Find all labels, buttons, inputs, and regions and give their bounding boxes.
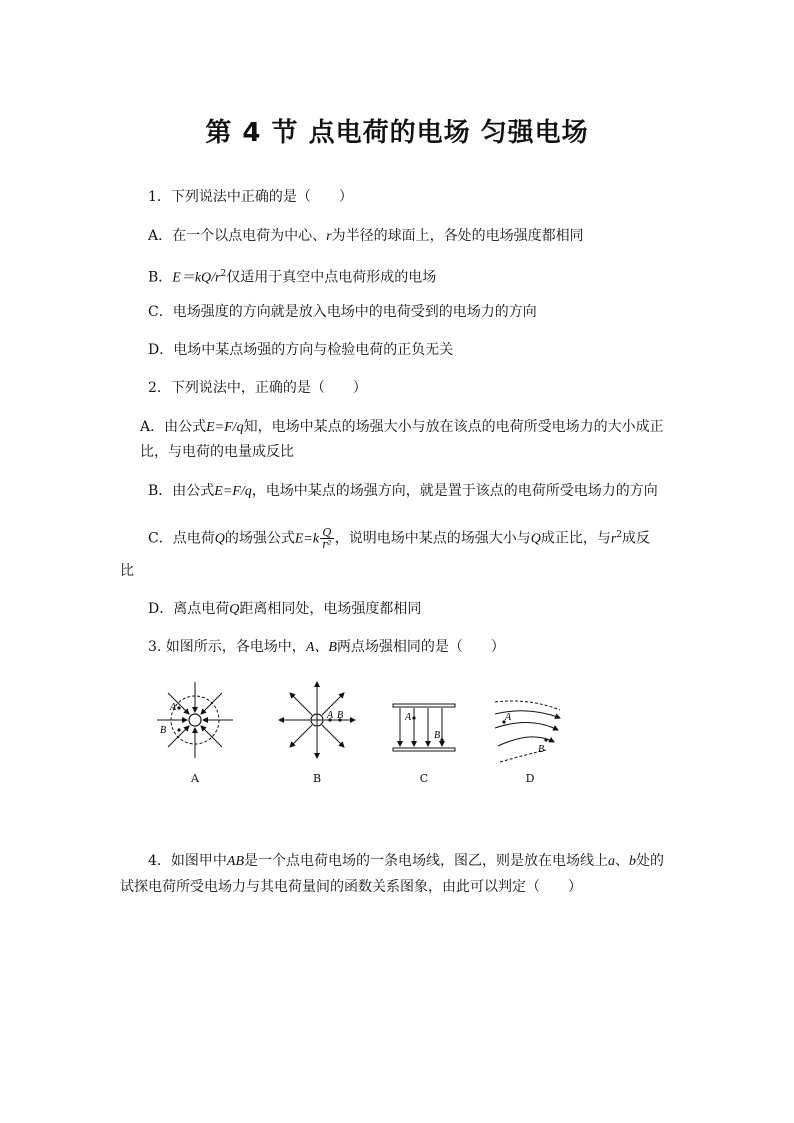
q4-sep: 、 (615, 853, 630, 869)
fig-b-point-b: B (337, 710, 344, 721)
q4-b: b (629, 854, 637, 869)
q2-option-a-line2: 比，与电荷的电量成反比 (140, 444, 294, 460)
q2-option-a-line1 (140, 416, 664, 439)
q1-option-b (148, 263, 436, 290)
fig-a-label: A (191, 772, 199, 785)
q2-c-q2: Q (530, 531, 541, 547)
q1-b-formula: E＝kQ/r (172, 270, 221, 286)
q1-a-pre: A．在一个以点电荷为中心、 (148, 228, 327, 244)
fig-d-label: D (525, 772, 535, 785)
q2-option-b (148, 480, 658, 503)
q2-option-c-line2: 比 (120, 563, 134, 579)
page-title: 第 4 节 点电荷的电场 匀强电场 (205, 118, 589, 148)
q2-b-post: ，电场中某点的场强方向，就是置于该点的电荷所受电场力的方向 (251, 483, 658, 499)
q1-b-pre: B． (148, 269, 173, 286)
q2-c-pre: C．点电荷 (148, 530, 215, 547)
fig-a-point-b: B (160, 725, 167, 736)
field-figure-b (272, 678, 362, 778)
fig-c-point-a: A (405, 712, 412, 723)
q1-a-post: 为半径的球面上，各处的电场强度都相同 (331, 228, 584, 244)
q2-c-mid3: 成正比，与 (540, 530, 611, 547)
q2-c-formula: E=k (294, 531, 320, 547)
fig-c-point-b: B (434, 730, 441, 741)
q2-b-pre: B．由公式 (148, 483, 215, 499)
q3-stem-ab: A、B (305, 640, 337, 655)
q2-a-formula: E=F/q (206, 420, 244, 435)
fig-d-point-a: A (505, 712, 512, 723)
q4-mid: 是一个点电荷电场的一条电场线，图乙，则是放在电场线上 (244, 853, 609, 869)
fig-b-point-a: A (327, 710, 334, 721)
fig-d-point-b: B (538, 744, 545, 755)
q2-c-mid1: 的场强公式 (224, 530, 295, 547)
q2-c-sup: 2 (616, 530, 623, 540)
field-figure-a (150, 678, 240, 778)
q2-b-formula: E=F/q (214, 484, 252, 499)
q2-a-post: 知，电场中某点的场强大小与放在该点的电荷所受电场力的大小成正 (243, 419, 664, 435)
q2-d-q: Q (229, 602, 240, 617)
q1-option-a (148, 225, 584, 248)
q2-stem: 2．下列说法中，正确的是（ ） (148, 380, 367, 396)
q4-ab: AB (226, 854, 245, 869)
q4-line1 (148, 850, 664, 873)
q3-stem (148, 636, 505, 659)
q4-a: a (608, 854, 616, 869)
q1-b-post: 仅适用于真空中点电荷形成的电场 (226, 269, 437, 286)
field-figure-d (490, 692, 570, 764)
q2-c-r: r (610, 531, 617, 547)
q2-d-pre: D．离点电荷 (148, 601, 230, 617)
fig-c-label: C (419, 772, 429, 785)
q2-d-post: 距离相同处，电场强度都相同 (239, 601, 422, 617)
q4-pre: 4．如图甲中 (148, 853, 227, 869)
q2-option-d (148, 598, 421, 621)
q1-a-var: r (326, 229, 332, 244)
fig-a-point-a: A (170, 702, 177, 713)
q2-c-mid2: ，说明电场中某点的场强大小与 (334, 530, 531, 547)
q1-stem: 1．下列说法中正确的是（ ） (148, 189, 353, 205)
q3-stem-post: 两点场强相同的是（ ） (336, 639, 505, 655)
q4-post: 处的 (636, 853, 665, 869)
q2-c-fraction (320, 527, 334, 550)
q2-c-frac-den: r² (322, 538, 332, 552)
q2-a-pre: A．由公式 (140, 419, 207, 435)
q3-stem-pre: 3. 如图所示，各电场中， (148, 639, 306, 655)
q2-option-c-line1 (148, 524, 650, 551)
fig-b-label: B (312, 772, 322, 785)
q1-b-sup: 2 (220, 269, 227, 279)
q1-option-c: C．电场强度的方向就是放入电场中的电荷受到的电场力的方向 (148, 304, 537, 320)
q4-line2: 试探电荷所受电场力与其电荷量间的函数关系图象，由此可以判定（ ） (120, 879, 582, 895)
field-figure-c (390, 698, 460, 758)
q2-c-post: 成反 (622, 530, 651, 547)
q1-option-d: D．电场中某点场强的方向与检验电荷的正负无关 (148, 342, 454, 358)
q2-c-q: Q (214, 531, 225, 547)
q2-c-frac-num: Q (320, 527, 334, 539)
